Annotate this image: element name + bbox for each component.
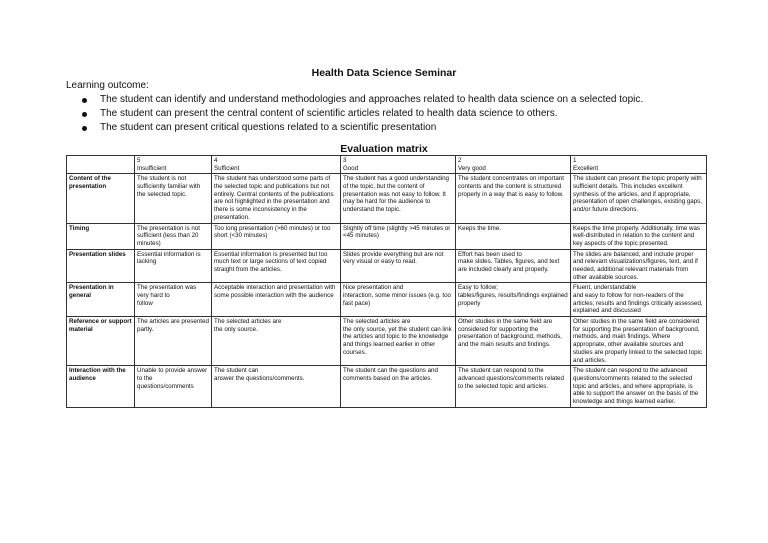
table-header-row xyxy=(67,156,707,174)
table-row xyxy=(67,317,707,366)
header-cell-sufficient xyxy=(212,156,341,174)
table-cell: The student has a good understanding of the topic, but the content of presentation was not easy to follow. It may be hard for the audience to understand the topic. xyxy=(341,174,456,223)
header-cell-empty xyxy=(67,156,135,174)
table-cell: Other studies in the same field are considered for supporting the presentation of background, methods, and the main results and findings. xyxy=(456,317,571,366)
grade-name: Insufficient xyxy=(137,164,167,172)
table-cell: Acceptable interaction and presentation with some possible interaction with the audience xyxy=(212,283,341,317)
criterion-cell: Presentation in general xyxy=(67,283,135,317)
table-cell: The articles are presented partly. xyxy=(135,317,212,366)
table-cell: Keeps the time properly. Additionally, time was well-distributed in relation to the content and key aspects of the topic presented. xyxy=(571,223,707,249)
table-cell: Keeps the time. xyxy=(456,223,571,249)
grade-number: 4 xyxy=(214,157,218,164)
outcome-text: The student can identify and understand methodologies and approaches related to health data science on a selected topic. xyxy=(100,94,644,105)
matrix-title: Evaluation matrix xyxy=(340,143,428,155)
table-cell: The slides are balanced, and include proper and relevant visualizations/figures, text, and if needed, additional relevant materials from other available sources. xyxy=(571,249,707,283)
criterion-cell: Content of the presentation xyxy=(67,174,135,223)
table-row xyxy=(67,366,707,407)
table-cell: The student concentrates on important contents and the content is structured properly in a way that is easy to follow. xyxy=(456,174,571,223)
grade-name: Very good xyxy=(458,164,486,172)
table-row xyxy=(67,249,707,283)
grade-name: Good xyxy=(343,164,359,172)
outcome-text: The student can present critical questions related to a scientific presentation xyxy=(100,122,437,133)
list-item xyxy=(78,93,643,107)
learning-outcome-label: Learning outcome: xyxy=(66,80,149,91)
header-cell-good xyxy=(341,156,456,174)
grade-number: 5 xyxy=(137,157,141,164)
table-cell: Slightly off time (slightly >45 minutes or <45 minutes) xyxy=(341,223,456,249)
learning-outcomes-list xyxy=(78,93,643,135)
table-cell: Too long presentation (>60 minutes) or too short (<30 minutes) xyxy=(212,223,341,249)
table-row xyxy=(67,223,707,249)
table-cell: The student can respond to the advanced questions/comments related to the selected topic and articles. xyxy=(456,366,571,407)
grade-name: Sufficient xyxy=(214,164,240,172)
grade-number: 2 xyxy=(458,157,462,164)
table-cell: The student is not sufficiently familiar with the selected topic. xyxy=(135,174,212,223)
table-cell: Effort has been used to make slides. Tables, figures, and text are included clearly and properly. xyxy=(456,249,571,283)
criterion-cell: Reference or support material xyxy=(67,317,135,366)
criterion-cell: Timing xyxy=(67,223,135,249)
header-cell-excellent xyxy=(571,156,707,174)
evaluation-matrix-table xyxy=(66,155,707,408)
bullet-icon xyxy=(82,112,87,117)
table-cell: Unable to provide answer to the questions/comments xyxy=(135,366,212,407)
table-cell: The student can answer the questions/comments. xyxy=(212,366,341,407)
criterion-cell: Interaction with the audience xyxy=(67,366,135,407)
table-cell: Easy to follow; tables/figures, results/findings explained properly xyxy=(456,283,571,317)
table-cell: The student has understood some parts of the selected topic and publications but not entirely. Central contents of the publications are not highlighted in the presentation and there is some inconsistency in the presentation. xyxy=(212,174,341,223)
bullet-icon xyxy=(82,98,87,103)
table-cell: Essential information is presented but too much text or large sections of text copied straight from the articles. xyxy=(212,249,341,283)
table-cell: The presentation was very hard to follow xyxy=(135,283,212,317)
table-row xyxy=(67,283,707,317)
table-cell: The student can respond to the advanced questions/comments related to the selected topic and articles, and where appropriate, is able to support the answer on the basis of the knowledge and things learned earlier. xyxy=(571,366,707,407)
list-item xyxy=(78,121,643,135)
header-cell-very-good xyxy=(456,156,571,174)
table-cell: Slides provide everything but are not very visual or easy to read. xyxy=(341,249,456,283)
table-cell: The selected articles are the only source. xyxy=(212,317,341,366)
table-row xyxy=(67,174,707,223)
table-cell: Other studies in the same field are considered for supporting the presentation of background, methods, and main findings. Where appropriate, other available sources and studies are properly linked to the selected topic and articles. xyxy=(571,317,707,366)
table-cell: Fluent, understandable and easy to follow for non-readers of the articles; results and findings critically assessed, explained and discussed xyxy=(571,283,707,317)
table-cell: The presentation is not sufficient (less than 20 minutes) xyxy=(135,223,212,249)
table-cell: The selected articles are the only source, yet the student can link the articles and topic to the knowledge and things learned earlier in other courses. xyxy=(341,317,456,366)
criterion-cell: Presentation slides xyxy=(67,249,135,283)
table-cell: The student can present the topic properly with sufficient details. This includes excellent synthesis of the articles, and if appropriate, presentation of open challenges, existing gaps, and/or future directions. xyxy=(571,174,707,223)
table-cell: The student can the questions and comments based on the articles. xyxy=(341,366,456,407)
table-cell: Essential information is lacking xyxy=(135,249,212,283)
grade-number: 1 xyxy=(573,157,577,164)
header-cell-insufficient xyxy=(135,156,212,174)
grade-number: 3 xyxy=(343,157,347,164)
grade-name: Excellent xyxy=(573,164,599,172)
document-title: Health Data Science Seminar xyxy=(311,67,457,79)
outcome-text: The student can present the central content of scientific articles related to health data science to others. xyxy=(100,108,558,119)
bullet-icon xyxy=(82,126,87,131)
list-item xyxy=(78,107,643,121)
table-cell: Nice presentation and interaction, some minor issues (e.g. too fast pace) xyxy=(341,283,456,317)
